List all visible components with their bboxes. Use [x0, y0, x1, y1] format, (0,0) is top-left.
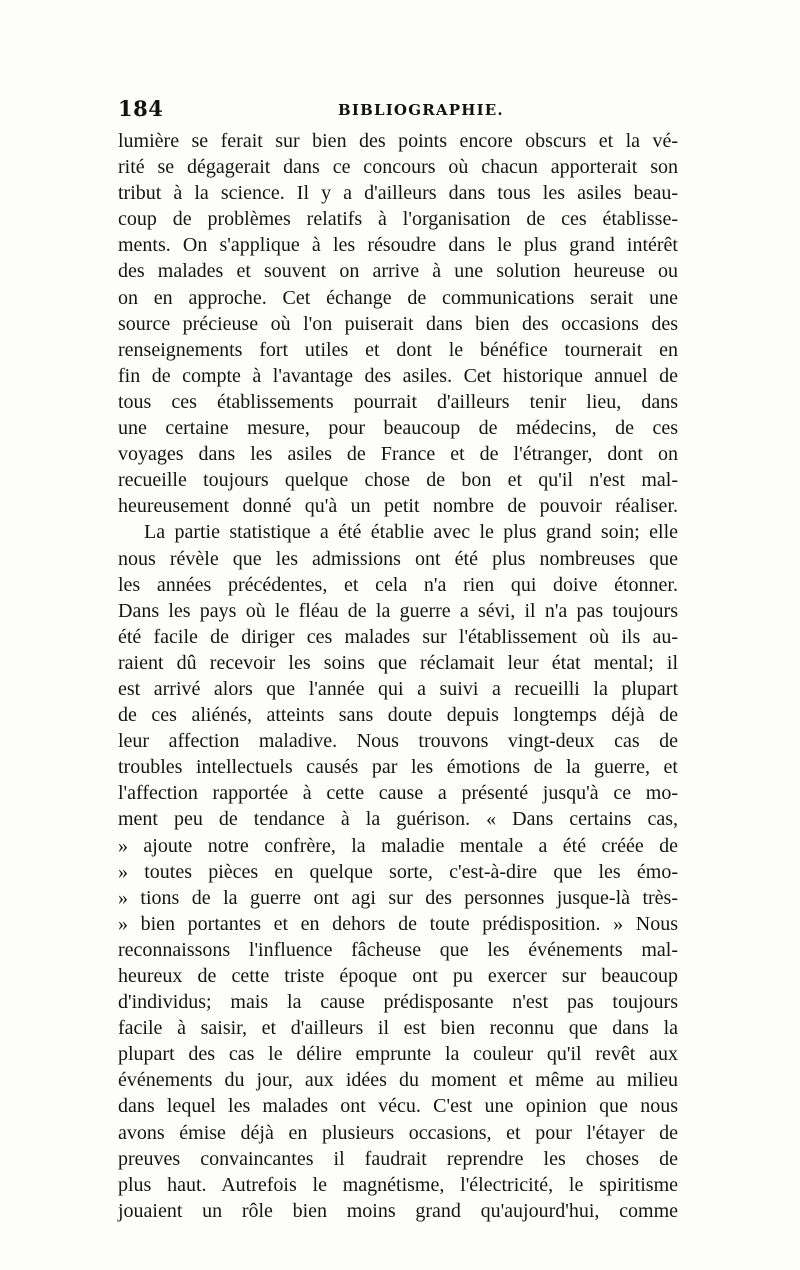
text-line: heureux de cette triste époque ont pu exercer sur beaucoup	[118, 965, 678, 987]
text-line: été facile de diriger ces malades sur l'établissement où ils au-	[118, 625, 678, 648]
text-line: ments. On s'applique à les résoudre dans le plus grand intérêt	[118, 234, 678, 257]
text-line: voyages dans les asiles de France et de l'étranger, dont on	[118, 443, 678, 466]
text-line: Dans les pays où le fléau de la guerre a sévi, il n'a pas toujours	[118, 599, 678, 622]
text-line: rité se dégagerait dans ce concours où chacun apporterait son	[118, 156, 678, 179]
text-line: avons émise déjà en plusieurs occasions, et pour l'étayer de	[118, 1121, 678, 1144]
text-line: fin de compte à l'avantage des asiles. Cet historique annuel de	[118, 364, 678, 387]
text-line: » bien portantes et en dehors de toute prédisposition. » Nous	[118, 912, 678, 935]
text-line: lumière se ferait sur bien des points encore obscurs et la vé-	[118, 130, 678, 152]
body-text	[118, 128, 678, 1224]
text-line: preuves convaincantes il faudrait reprendre les choses de	[118, 1147, 678, 1170]
text-line: les années précédentes, et cela n'a rien qui doive étonner.	[118, 573, 678, 596]
text-line: reconnaissons l'influence fâcheuse que les événements mal-	[118, 938, 678, 961]
text-line: tous ces établissements pourrait d'ailleurs tenir lieu, dans	[118, 390, 678, 413]
text-line: » toutes pièces en quelque sorte, c'est-à-dire que les émo-	[118, 860, 678, 883]
text-line: » ajoute notre confrère, la maladie mentale a été créée de	[118, 834, 678, 857]
text-line: l'affection rapportée à cette cause a présenté jusqu'à ce mo-	[118, 782, 678, 805]
page-header	[118, 96, 678, 126]
text-line: raient dû recevoir les soins que réclamait leur état mental; il	[118, 651, 678, 674]
text-line: d'individus; mais la cause prédisposante n'est pas toujours	[118, 991, 678, 1014]
text-line: facile à saisir, et d'ailleurs il est bien reconnu que dans la	[118, 1017, 678, 1040]
text-line: heureusement donné qu'à un petit nombre de pouvoir réaliser.	[118, 495, 678, 518]
text-line: renseignements fort utiles et dont le bénéfice tournerait en	[118, 338, 678, 361]
text-line: troubles intellectuels causés par les émotions de la guerre, et	[118, 756, 678, 779]
text-line: dans lequel les malades ont vécu. C'est une opinion que nous	[118, 1095, 678, 1118]
text-line: nous révèle que les admissions ont été plus nombreuses que	[118, 547, 678, 570]
text-line: recueille toujours quelque chose de bon et qu'il n'est mal-	[118, 469, 678, 492]
text-line: plus haut. Autrefois le magnétisme, l'électricité, le spiritisme	[118, 1173, 678, 1196]
text-line: leur affection maladive. Nous trouvons vingt-deux cas de	[118, 730, 678, 753]
text-line: source précieuse où l'on puiserait dans bien des occasions des	[118, 312, 678, 335]
text-line: coup de problèmes relatifs à l'organisation de ces établisse-	[118, 208, 678, 231]
text-line: de ces aliénés, atteints sans doute depuis longtemps déjà de	[118, 704, 678, 727]
text-line: plupart des cas le délire emprunte la couleur qu'il revêt aux	[118, 1043, 678, 1066]
text-line: des malades et souvent on arrive à une solution heureuse ou	[118, 260, 678, 283]
running-title: BIBLIOGRAPHIE.	[338, 101, 504, 119]
paragraph-start-line: La partie statistique a été établie avec le plus grand soin; elle	[144, 521, 678, 544]
text-line: est arrivé alors que l'année qui a suivi a recueilli la plupart	[118, 677, 678, 700]
text-line: tribut à la science. Il y a d'ailleurs dans tous les asiles beau-	[118, 182, 678, 205]
text-line: ment peu de tendance à la guérison. « Dans certains cas,	[118, 808, 678, 831]
text-line: jouaient un rôle bien moins grand qu'aujourd'hui, comme	[118, 1199, 678, 1222]
page-number: 184	[118, 96, 164, 121]
text-line: » tions de la guerre ont agi sur des personnes jusque-là très-	[118, 886, 678, 909]
text-line: on en approche. Cet échange de communications serait une	[118, 286, 678, 309]
text-line: événements du jour, aux idées du moment et même au milieu	[118, 1069, 678, 1092]
text-line: une certaine mesure, pour beaucoup de médecins, de ces	[118, 417, 678, 440]
